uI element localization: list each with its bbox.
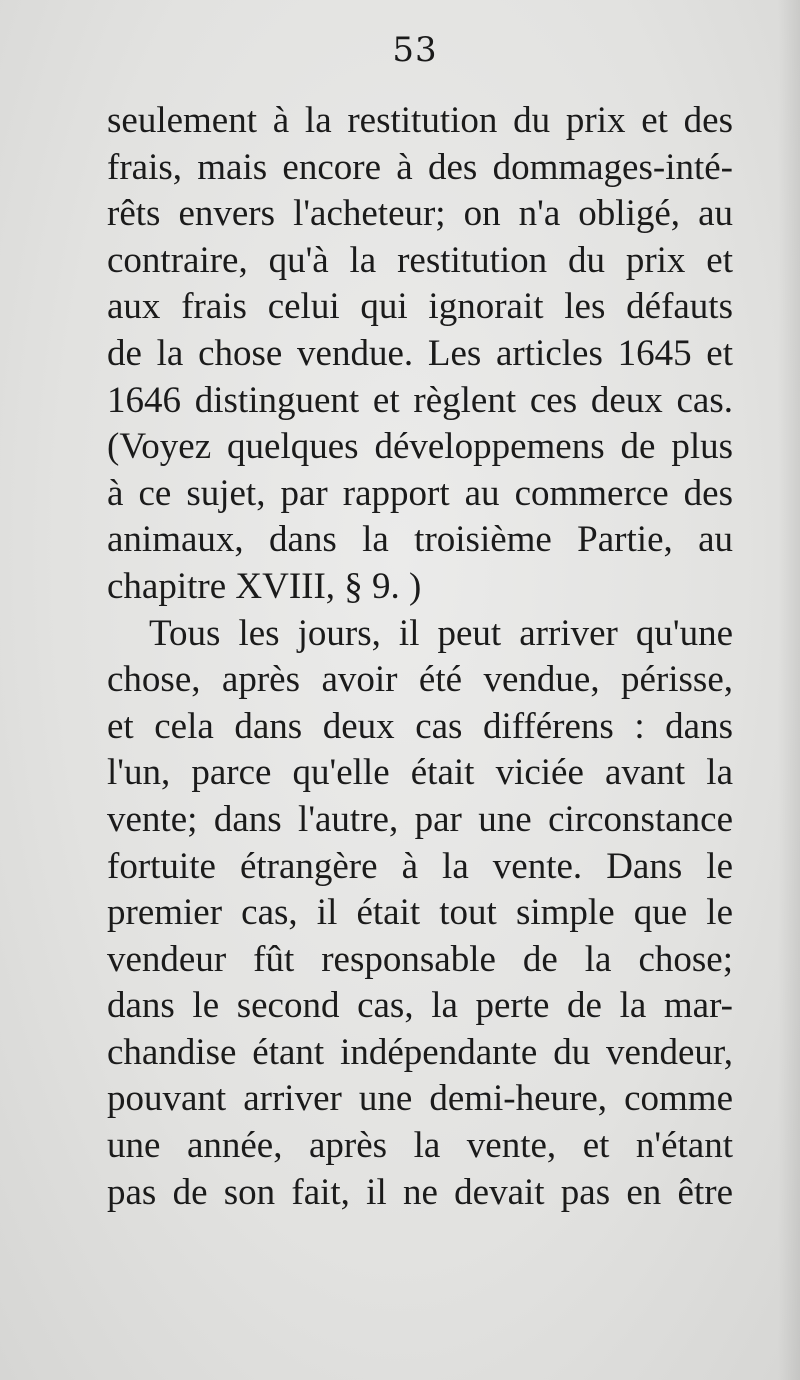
page-number: 53 [392,30,438,70]
text-line: pas de son fait, il ne devait pas en être [107,1171,733,1213]
page-edge-shadow [778,0,800,1380]
text-line: chapitre XVIII, § 9. ) [107,565,422,607]
text-line: (Voyez quelques développemens de plus [107,426,733,468]
text-line: dans le second cas, la perte de la mar- [107,985,733,1027]
text-line: seulement à la restitution du prix et des [107,100,733,141]
text-line: aux frais celui qui ignorait les défauts [107,286,733,328]
text-line: vendeur fût responsable de la chose; [107,938,733,980]
text-line: de la chose vendue. Les articles 1645 et [107,332,733,374]
text-line: contraire, qu'à la restitution du prix et [107,239,733,281]
text-line: chose, après avoir été vendue, périsse, [107,659,733,701]
text-line: et cela dans deux cas différens : dans [107,705,733,747]
text-line: vente; dans l'autre, par une circonstance [107,798,733,840]
text-line: une année, après la vente, et n'étant [107,1125,733,1167]
text-line: animaux, dans la troisième Partie, au [107,519,733,561]
paragraph-first-line: Tous les jours, il peut arriver qu'une [149,612,733,654]
text-line: 1646 distinguent et règlent ces deux cas. [107,379,733,421]
text-line: l'un, parce qu'elle était viciée avant la [107,752,733,794]
text-line: fortuite étrangère à la vente. Dans le [107,845,733,887]
text-line: pouvant arriver une demi-heure, comme [107,1078,733,1120]
text-line: chandise étant indépendante du vendeur, [107,1031,733,1073]
body-text [107,98,733,1216]
text-line: frais, mais encore à des dommages-inté- [107,146,733,188]
text-line: premier cas, il était tout simple que le [107,892,733,934]
text-line: à ce sujet, par rapport au commerce des [107,472,733,514]
text-line: rêts envers l'acheteur; on n'a obligé, au [107,193,733,235]
